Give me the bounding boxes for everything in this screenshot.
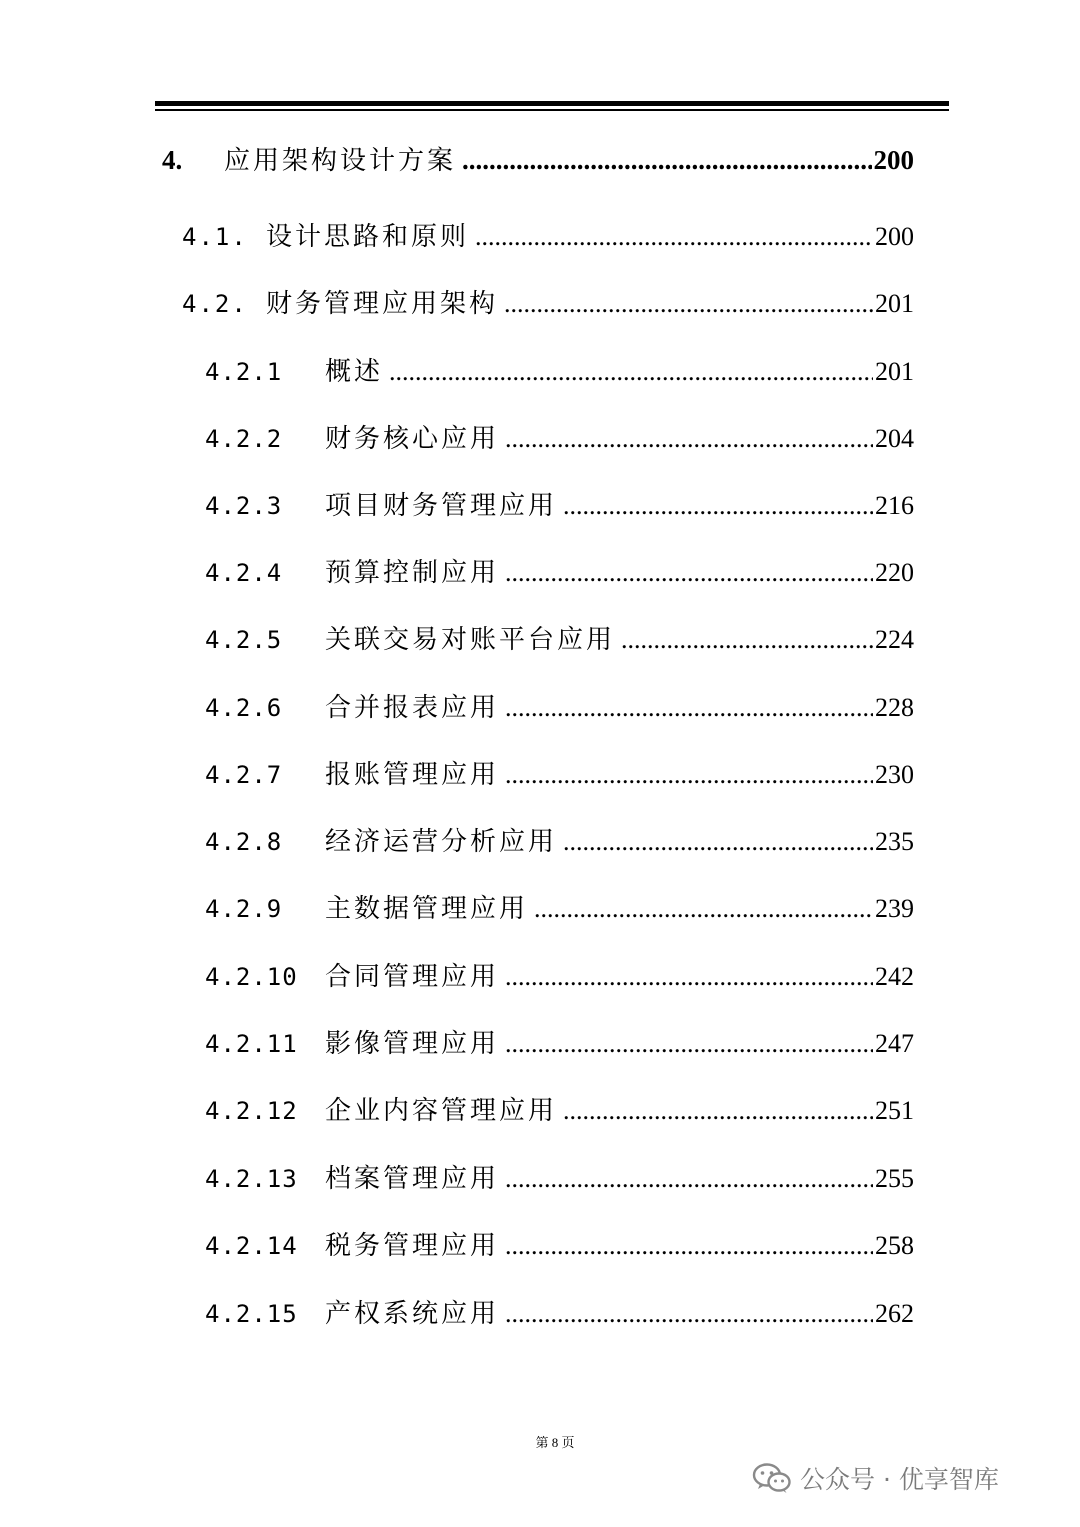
toc-entry[interactable]	[182, 284, 914, 324]
toc-number: 4.2.15	[205, 1300, 298, 1328]
page-number: 第 8 页	[535, 1435, 575, 1450]
toc-entry[interactable]	[205, 553, 914, 593]
toc-page: 235	[875, 827, 914, 856]
toc-leader	[621, 620, 873, 660]
toc-title: 关联交易对账平台应用	[325, 625, 616, 655]
toc-leader	[504, 284, 873, 324]
toc-title: 档案管理应用	[325, 1164, 500, 1194]
toc-leader	[505, 1159, 873, 1199]
toc-number: 4.2.2	[205, 425, 283, 453]
wechat-icon	[752, 1462, 792, 1494]
toc-title: 合并报表应用	[325, 693, 500, 723]
toc-entry[interactable]	[205, 889, 914, 929]
toc-leader	[563, 822, 873, 862]
toc-number: 4.2.8	[205, 828, 283, 856]
toc-number: 4.2.6	[205, 694, 283, 722]
toc-entry[interactable]	[205, 352, 914, 392]
toc-page: 258	[875, 1231, 914, 1260]
toc-entry[interactable]	[205, 419, 914, 459]
toc-entry[interactable]	[205, 1159, 914, 1199]
toc-page: 230	[875, 760, 914, 789]
toc-number: 4.2.4	[205, 559, 283, 587]
toc-title: 合同管理应用	[325, 962, 500, 992]
toc-number: 4.1.	[182, 223, 248, 251]
toc-number: 4.2.3	[205, 492, 283, 520]
toc-title: 应用架构设计方案	[224, 146, 457, 176]
toc-entry[interactable]	[205, 1091, 914, 1131]
toc-number: 4.	[162, 145, 183, 175]
toc-page: 262	[875, 1299, 914, 1328]
toc-entry[interactable]	[205, 1024, 914, 1064]
toc-number: 4.2.7	[205, 761, 283, 789]
toc-leader	[505, 553, 873, 593]
toc-leader	[505, 419, 873, 459]
toc-entry[interactable]	[205, 755, 914, 795]
toc-page: 200	[875, 222, 914, 251]
header-rule-thick	[155, 101, 949, 106]
toc-title: 主数据管理应用	[325, 894, 529, 924]
toc-page: 242	[875, 962, 914, 991]
toc-leader	[475, 217, 873, 257]
toc-number: 4.2.11	[205, 1030, 298, 1058]
toc-title: 税务管理应用	[325, 1231, 500, 1261]
toc-leader	[462, 140, 871, 180]
toc-page: 239	[875, 894, 914, 923]
toc-number: 4.2.	[182, 290, 248, 318]
toc-number: 4.2.10	[205, 963, 298, 991]
toc-leader	[563, 486, 873, 526]
toc-leader	[505, 1294, 873, 1334]
toc-leader	[505, 1226, 873, 1266]
toc-title: 项目财务管理应用	[325, 491, 558, 521]
toc-entry[interactable]	[205, 486, 914, 526]
toc-entry[interactable]	[205, 1226, 914, 1266]
toc-number: 4.2.5	[205, 626, 283, 654]
toc-page: 201	[875, 289, 914, 318]
toc-leader	[505, 957, 873, 997]
toc-leader	[563, 1091, 873, 1131]
toc-entry[interactable]	[162, 140, 914, 180]
watermark	[752, 1460, 999, 1496]
toc-page: 247	[875, 1029, 914, 1058]
toc-leader	[505, 1024, 873, 1064]
toc-title: 设计思路和原则	[266, 222, 470, 252]
toc-title: 财务核心应用	[325, 424, 500, 454]
toc-number: 4.2.9	[205, 895, 283, 923]
toc-leader	[389, 352, 873, 392]
toc-number: 4.2.1	[205, 358, 283, 386]
toc-title: 经济运营分析应用	[325, 827, 558, 857]
toc-entry[interactable]	[205, 957, 914, 997]
toc-number: 4.2.14	[205, 1232, 298, 1260]
toc-entry[interactable]	[182, 217, 914, 257]
toc-page: 224	[875, 625, 914, 654]
toc-page: 255	[875, 1164, 914, 1193]
toc-title: 预算控制应用	[325, 558, 500, 588]
toc-page: 251	[875, 1096, 914, 1125]
toc-entry[interactable]	[205, 822, 914, 862]
toc-title: 影像管理应用	[325, 1029, 500, 1059]
header-rule-thin	[155, 109, 949, 111]
toc-leader	[505, 755, 873, 795]
toc-entry[interactable]	[205, 688, 914, 728]
toc-title: 概述	[325, 357, 384, 387]
toc-title: 财务管理应用架构	[266, 289, 499, 319]
toc-number: 4.2.12	[205, 1097, 298, 1125]
toc-title: 报账管理应用	[325, 760, 500, 790]
toc-entry[interactable]	[205, 620, 914, 660]
toc-leader	[505, 688, 873, 728]
toc-page: 204	[875, 424, 914, 453]
toc-number: 4.2.13	[205, 1165, 298, 1193]
toc-entry[interactable]	[205, 1294, 914, 1334]
toc-page: 201	[875, 357, 914, 386]
toc-page: 200	[873, 145, 914, 175]
toc-page: 216	[875, 491, 914, 520]
toc-leader	[534, 889, 873, 929]
toc-title: 产权系统应用	[325, 1299, 500, 1329]
toc-title: 企业内容管理应用	[325, 1096, 558, 1126]
watermark-text: 公众号 · 优享智库	[800, 1465, 999, 1494]
toc-page: 220	[875, 558, 914, 587]
toc-page: 228	[875, 693, 914, 722]
